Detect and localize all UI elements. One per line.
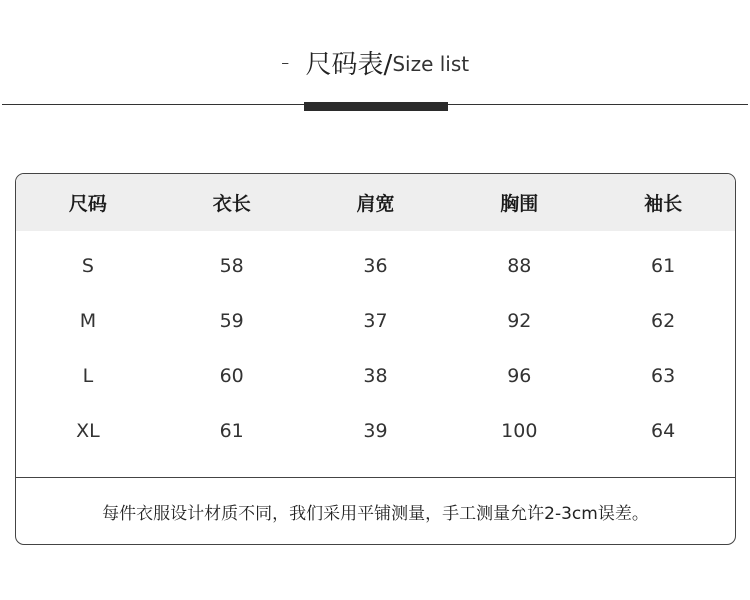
cell-shoulder: 39 [363, 419, 388, 442]
table-row [16, 348, 735, 403]
cell-length: 60 [219, 364, 244, 387]
table-row [16, 293, 735, 348]
table-row [16, 403, 735, 458]
header-size: 尺码 [68, 193, 107, 215]
title-chinese: 尺码表/ [305, 49, 393, 80]
cell-sleeve: 64 [650, 419, 676, 442]
cell-size: M [79, 309, 97, 332]
cell-size: L [82, 364, 94, 387]
cell-chest: 100 [501, 419, 538, 442]
cell-length: 59 [219, 309, 244, 332]
cell-sleeve: 61 [650, 254, 676, 277]
cell-size: S [81, 254, 94, 277]
cell-length: 58 [219, 254, 244, 277]
cell-length: 61 [219, 419, 244, 442]
cell-shoulder: 38 [363, 364, 388, 387]
cell-sleeve: 63 [650, 364, 676, 387]
header-sleeve: 袖长 [644, 193, 683, 215]
header-chest: 胸围 [500, 193, 539, 215]
title-divider-accent [304, 102, 448, 111]
title-english: Size list [392, 52, 470, 76]
cell-shoulder: 36 [363, 254, 388, 277]
page-title [0, 40, 750, 84]
table-row [16, 238, 735, 293]
title-dash: - [280, 48, 290, 76]
cell-sleeve: 62 [650, 309, 676, 332]
cell-shoulder: 37 [363, 309, 388, 332]
table-header-row [16, 174, 735, 231]
table-body [16, 238, 735, 458]
header-length: 衣长 [212, 193, 251, 215]
header-shoulder: 肩宽 [356, 193, 395, 215]
cell-chest: 88 [507, 254, 532, 277]
size-table-card [15, 173, 736, 545]
cell-chest: 96 [507, 364, 532, 387]
measurement-note: 每件衣服设计材质不同，我们采用平铺测量，手工测量允许2-3cm误差。 [102, 504, 649, 524]
cell-chest: 92 [507, 309, 532, 332]
cell-size: XL [76, 419, 100, 442]
